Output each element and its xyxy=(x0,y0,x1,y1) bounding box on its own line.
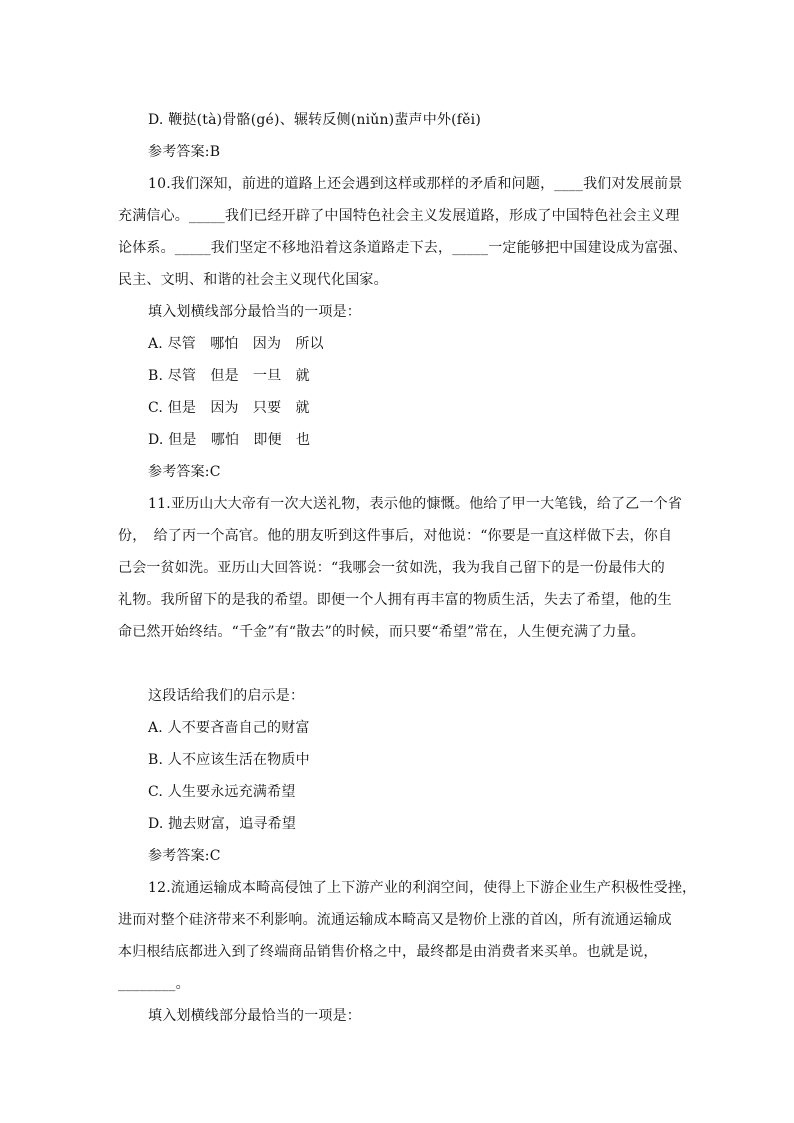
q12-prompt: 填入划横线部分最恰当的一项是： xyxy=(148,1008,361,1024)
q11-option-d: D. 抛去财富，追寻希望 xyxy=(148,816,297,832)
q10-stem-line-3: 论体系。_____我们坚定不移地沿着这条道路走下去，_____一定能够把中国建设成为富强、 xyxy=(118,240,687,256)
q11-stem-line-1: 11.亚历山大大帝有一次大送礼物，表示他的慷慨。他给了甲一大笔钱，给了乙一个省 xyxy=(148,496,683,512)
q9-option-d: D. 鞭挞(tà)骨骼(gé)、辗转反侧(niǔn)蜚声中外(fěi) xyxy=(148,112,482,128)
q10-option-c: C. 但是 因为 只要 就 xyxy=(148,400,310,416)
q12-stem-line-4: ________。 xyxy=(118,976,190,992)
q11-stem-line-3: 己会一贫如洗。亚历山大回答说：“我哪会一贫如洗，我为我自己留下的是一份最伟大的 xyxy=(118,560,665,576)
q10-stem-line-2: 充满信心。_____我们已经开辟了中国特色社会主义发展道路，形成了中国特色社会主义理 xyxy=(118,208,680,224)
q10-option-b: B. 尽管 但是 一旦 就 xyxy=(148,368,310,384)
q11-prompt: 这段话给我们的启示是： xyxy=(148,688,305,704)
q11-stem-line-2: 份， 给了丙一个高官。他的朋友听到这件事后，对他说：“你要是一直这样做下去，你自 xyxy=(118,528,673,544)
q11-option-a: A. 人不要吝啬自己的财富 xyxy=(148,720,310,736)
q11-option-b: B. 人不应该生活在物质中 xyxy=(148,752,310,768)
q11-option-c: C. 人生要永远充满希望 xyxy=(148,784,296,800)
q10-option-a: A. 尽管 哪怕 因为 所以 xyxy=(148,336,324,352)
q11-answer: 参考答案:C xyxy=(148,848,221,864)
q10-prompt: 填入划横线部分最恰当的一项是： xyxy=(148,304,361,320)
q12-stem-line-1: 12.流通运输成本畸高侵蚀了上下游产业的利润空间，使得上下游企业生产积极性受挫， xyxy=(148,880,697,896)
q9-answer: 参考答案:B xyxy=(148,144,221,160)
q10-answer: 参考答案:C xyxy=(148,464,221,480)
q12-stem-line-3: 本归根结底都进入到了终端商品销售价格之中，最终都是由消费者来买单。也就是说， xyxy=(118,944,658,960)
q11-stem-line-4: 礼物。我所留下的是我的希望。即便一个人拥有再丰富的物质生活，失去了希望，他的生 xyxy=(118,592,672,608)
q10-stem-line-1: 10.我们深知，前进的道路上还会遇到这样或那样的矛盾和问题，____我们对发展前景 xyxy=(148,176,683,192)
q12-stem-line-2: 进而对整个硅济带来不利影响。流通运输成本畸高又是物价上涨的首凶，所有流通运输成 xyxy=(118,912,672,928)
q11-stem-line-5: 命已然开始终结。“千金”有“散去”的时候，而只要“希望”常在，人生便充满了力量。 xyxy=(118,624,645,640)
q10-stem-line-4: 民主、文明、和谐的社会主义现代化国家。 xyxy=(118,272,388,288)
q10-option-d: D. 但是 哪怕 即便 也 xyxy=(148,432,311,448)
